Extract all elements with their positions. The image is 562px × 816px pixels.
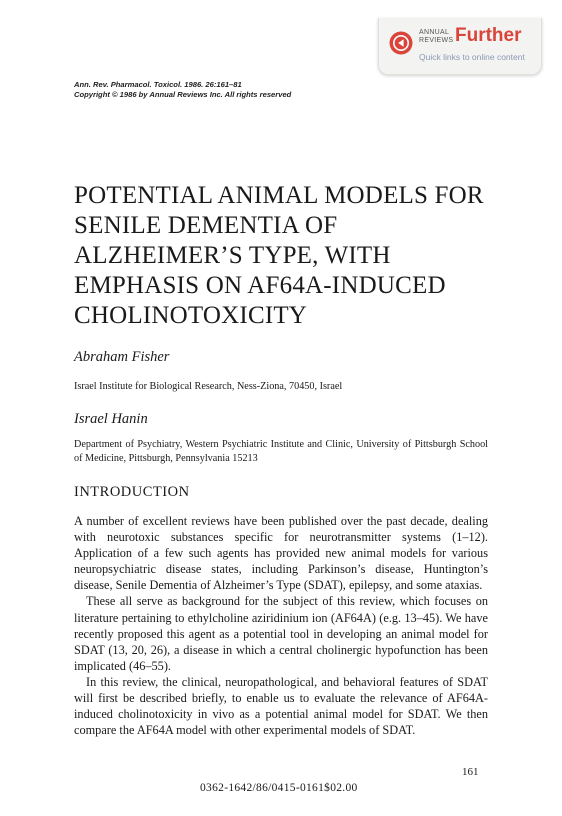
badge-quick-links-text: Quick links to online content bbox=[419, 52, 525, 62]
title-line: ALZHEIMER’S TYPE, WITH bbox=[74, 242, 391, 269]
body-text bbox=[74, 513, 488, 738]
badge-further-text: Further bbox=[455, 25, 522, 46]
author-name: Israel Hanin bbox=[74, 411, 148, 427]
title-line: POTENTIAL ANIMAL MODELS FOR bbox=[74, 182, 484, 209]
author-name: Abraham Fisher bbox=[74, 349, 170, 365]
journal-citation: Ann. Rev. Pharmacol. Toxicol. 1986. 26:161–81 bbox=[74, 80, 242, 89]
article-title bbox=[74, 181, 494, 331]
author-affiliation: Department of Psychiatry, Western Psychiatric Institute and Clinic, University of Pittsburgh School of Medicine, Pittsburgh, Pennsylvania 15213 bbox=[74, 439, 488, 464]
further-links-badge[interactable] bbox=[378, 18, 542, 75]
paragraph: These all serve as background for the subject of this review, which focuses on literature pertaining to ethylcholine aziridinium ion (AF64A) (e.g. 13–45). We have recently proposed this agent as a potential tool in developing an animal model for SDAT (13, 20, 26), a disease in which a central cholinergic hypofunction has been implicated (46–55). bbox=[74, 594, 488, 673]
paragraph: A number of excellent reviews have been published over the past decade, dealing with neurotoxic substances specific for neurotransmitter systems (1–12). Application of a few such agents has provided new animal models for various neuropsychiatric disease states, including Parkinson’s disease, Huntington’s disease, Senile Dementia of Alzheimer’s Type (SDAT), epilepsy, and some ataxias. bbox=[74, 514, 488, 593]
page-number: 161 bbox=[462, 766, 479, 778]
badge-reviews-text: REVIEWS bbox=[419, 37, 454, 44]
badge-annual-text: ANNUAL bbox=[419, 29, 450, 36]
paragraph: In this review, the clinical, neuropathological, and behavioral features of SDAT will first be described briefly, to enable us to evaluate the relevance of AF64A-induced cholinotoxicity in vivo as a potential animal model for SDAT. We then compare the AF64A model with other experimental models of SDAT. bbox=[74, 674, 488, 738]
title-line: EMPHASIS ON AF64A-INDUCED bbox=[74, 272, 446, 299]
copyright-notice: Copyright © 1986 by Annual Reviews Inc. All rights reserved bbox=[74, 90, 292, 99]
article-price-code: 0362-1642/86/0415-0161$02.00 bbox=[200, 782, 358, 794]
section-heading: INTRODUCTION bbox=[74, 484, 190, 500]
play-circle-icon bbox=[389, 31, 413, 55]
title-line: SENILE DEMENTIA OF bbox=[74, 212, 338, 239]
author-affiliation: Israel Institute for Biological Research, Ness-Ziona, 70450, Israel bbox=[74, 381, 343, 392]
title-line: CHOLINOTOXICITY bbox=[74, 302, 308, 329]
